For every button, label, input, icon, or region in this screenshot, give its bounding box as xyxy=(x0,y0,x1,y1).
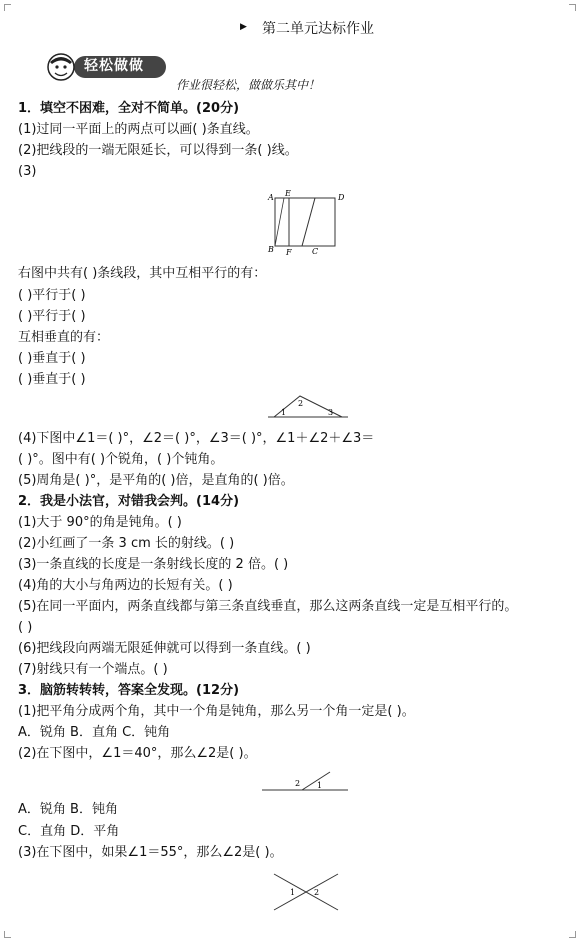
figure-angle-40 xyxy=(262,770,350,794)
question-2-5: (5)在同一平面内，两条直线都与第三条直线垂直，那么这两条直线一定是互相平行的。 xyxy=(18,599,518,614)
figure-rect-label: E xyxy=(285,190,291,198)
section-1-heading: 1．填空不困难，全对不简单。(20分) xyxy=(18,101,240,116)
question-2-5-cont: ( ) xyxy=(18,620,33,635)
parallel-row-2: ( )平行于( ) xyxy=(18,309,86,324)
page-title: 第二单元达标作业 xyxy=(262,21,374,37)
question-2-2: (2)小红画了一条 3 cm 长的射线。( ) xyxy=(18,536,235,551)
question-3-2-options-row-1: A．锐角 B．钝角 xyxy=(18,802,118,817)
question-2-4: (4)角的大小与角两边的长短有关。( ) xyxy=(18,578,233,593)
perpendicular-row-1: ( )垂直于( ) xyxy=(18,351,86,366)
question-2-1: (1)大于 90°的角是钝角。( ) xyxy=(18,515,182,530)
perpendicular-row-2: ( )垂直于( ) xyxy=(18,372,86,387)
figure-rect-label: F xyxy=(286,248,292,256)
corner-mark-top-left xyxy=(4,4,11,11)
figure-rect-label: D xyxy=(338,193,345,202)
corner-mark-bottom-left xyxy=(4,931,11,938)
question-2-3: (3)一条直线的长度是一条射线长度的 2 倍。( ) xyxy=(18,557,289,572)
question-1-4: (4)下图中∠1＝( )°，∠2＝( )°，∠3＝( )°，∠1＋∠2＋∠3＝ xyxy=(18,431,375,446)
question-1-2: (2)把线段的一端无限延长，可以得到一条( )线。 xyxy=(18,143,298,158)
question-3-2-options-row-2: C．直角 D．平角 xyxy=(18,824,120,839)
angle-40-label: 2 xyxy=(295,779,301,788)
figure-rect-label: C xyxy=(312,247,319,256)
figure-rect-label: B xyxy=(268,245,274,254)
triangle-angle-label: 1 xyxy=(281,408,287,417)
figure-rect-label: A xyxy=(268,193,274,202)
header-arrow-icon: ▶ xyxy=(240,22,247,32)
question-1-5: (5)周角是( )°，是平角的( )倍，是直角的( )倍。 xyxy=(18,473,294,488)
parallel-row-1: ( )平行于( ) xyxy=(18,288,86,303)
figure-crossing-lines xyxy=(270,870,342,914)
question-3-2: (2)在下图中，∠1＝40°，那么∠2是( )。 xyxy=(18,746,257,761)
question-2-7: (7)射线只有一个端点。( ) xyxy=(18,662,168,677)
question-1-4-cont: ( )°。图中有( )个锐角，( )个钝角。 xyxy=(18,452,224,467)
angle-40-label: 1 xyxy=(317,781,323,790)
figure-triangle xyxy=(268,392,350,422)
banner-badge-label: 轻松做做 xyxy=(84,58,144,74)
question-2-6: (6)把线段向两端无限延伸就可以得到一条直线。( ) xyxy=(18,641,311,656)
question-3-1-options: A．锐角 B．直角 C．钝角 xyxy=(18,725,171,740)
triangle-angle-label: 3 xyxy=(328,408,334,417)
question-3-3: (3)在下图中，如果∠1＝55°，那么∠2是( )。 xyxy=(18,845,283,860)
question-1-3-segments: 右图中共有( )条线段，其中互相平行的有： xyxy=(18,266,267,281)
question-1-3: (3) xyxy=(18,164,37,179)
figure-rectangle-parallelogram xyxy=(262,190,352,256)
section-2-heading: 2．我是小法官，对错我会判。(14分) xyxy=(18,494,240,509)
cross-angle-label: 2 xyxy=(314,888,320,897)
corner-mark-top-right xyxy=(569,4,576,11)
corner-mark-bottom-right xyxy=(569,931,576,938)
triangle-angle-label: 2 xyxy=(298,399,304,408)
section-3-heading: 3．脑筋转转转，答案全发现。(12分) xyxy=(18,683,240,698)
banner-slogan: 作业很轻松，做做乐其中！ xyxy=(176,78,321,92)
question-1-1: (1)过同一平面上的两点可以画( )条直线。 xyxy=(18,122,259,137)
perpendicular-heading: 互相垂直的有： xyxy=(18,330,110,345)
question-3-1: (1)把平角分成两个角，其中一个角是钝角，那么另一个角一定是( )。 xyxy=(18,704,415,719)
cross-angle-label: 1 xyxy=(290,888,296,897)
